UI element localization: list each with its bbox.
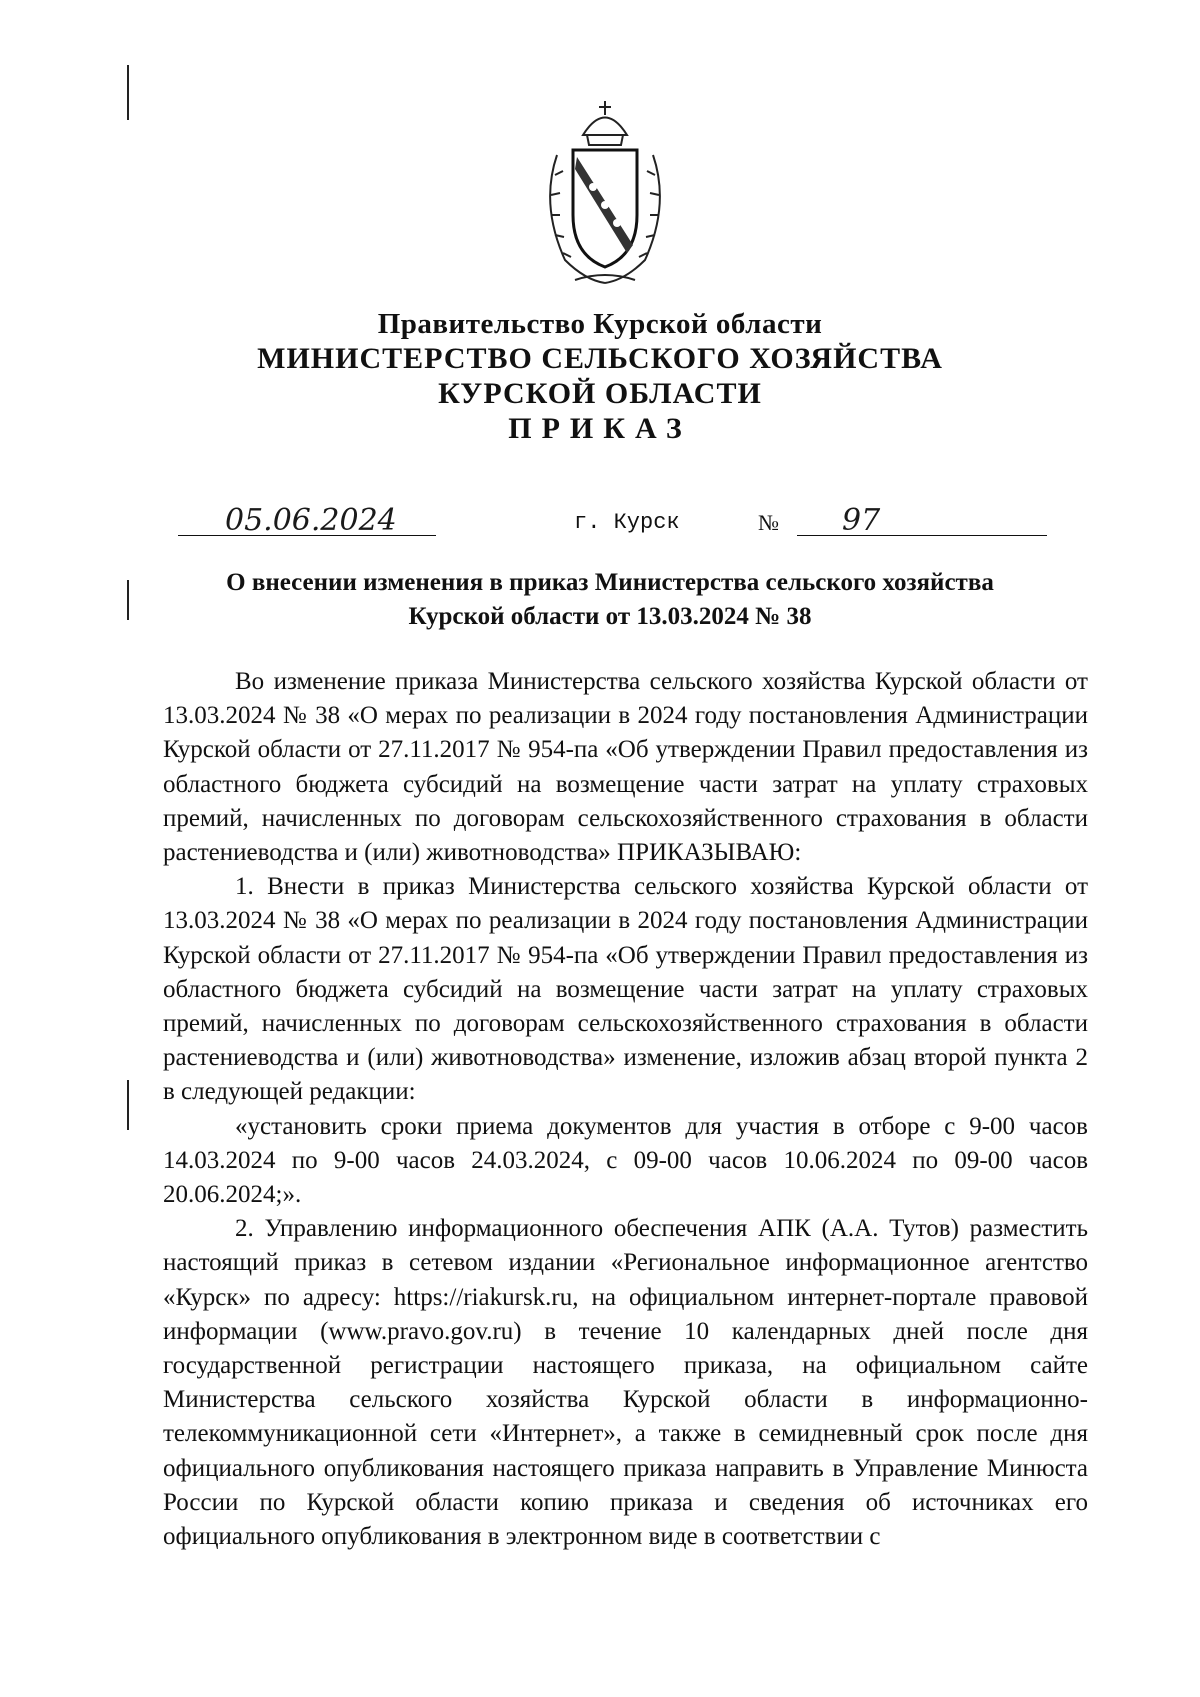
doc-type-heading: ПРИКАЗ <box>508 412 692 445</box>
order-meta-row <box>0 505 1200 545</box>
order-title-line: О внесении изменения в приказ Министерства сельского хозяйства <box>226 569 994 596</box>
scan-mark <box>127 580 129 620</box>
ministry-heading-line1: МИНИСТЕРСТВО СЕЛЬСКОГО ХОЗЯЙСТВА <box>257 342 943 375</box>
scan-mark <box>127 1080 129 1130</box>
handwritten-number: 97 <box>842 503 881 538</box>
paragraph: 1. Внести в приказ Министерства сельского хозяйства Курской области от 13.03.2024 № 38 «О мерах по реализации в 2024 году постановления Администрации Курской области от 27.11.2017 № 954-па «Об утверждении Правил предоставления из областного бюджета субсидий на возмещение части затрат на уплату страховых премий, начисленных по договорам сельскохозяйственного страхования в области растениеводства и (или) животноводства» изменение, изложив абзац второй пункта 2 в следующей редакции: <box>163 873 1088 1106</box>
handwritten-date: 05.06.2024 <box>225 503 397 538</box>
government-heading: Правительство Курской области <box>377 308 823 340</box>
coat-of-arms-icon <box>535 95 675 290</box>
number-label: № <box>758 510 779 535</box>
paragraph: 2. Управлению информационного обеспечения АПК (А.А. Тутов) разместить настоящий приказ в сетевом издании «Региональное информационное агентство «Курск» по адресу: https://riakursk.ru, на официальном интернет-портале правовой информации (www.pravo.gov.ru) в течение 10 календарных дней после дня государственной регистрации настоящего приказа, на официальном сайте Министерства сельского хозяйства Курской области в информационно-телекоммуникационной сети «Интернет», а также в семидневный срок после дня официального опубликования настоящего приказа направить в Управление Минюста России по Курской области копию приказа и сведения об источниках его официального опубликования в электронном виде в соответствии с <box>163 1215 1088 1551</box>
paragraph: Во изменение приказа Министерства сельского хозяйства Курской области от 13.03.2024 № 38 «О мерах по реализации в 2024 году постановления Администрации Курской области от 27.11.2017 № 954-па «Об утверждении Правил предоставления из областного бюджета субсидий на возмещение части затрат на уплату страховых премий, начисленных по договорам сельскохозяйственного страхования в области растениеводства и (или) животноводства» ПРИКАЗЫВАЮ: <box>163 668 1088 867</box>
order-body <box>163 665 1088 1554</box>
paragraph: «установить сроки приема документов для участия в отборе с 9-00 часов 14.03.2024 по 9-00 часов 24.03.2024, с 09-00 часов 10.06.2024 по 09-00 часов 20.06.2024;». <box>163 1112 1088 1209</box>
scan-mark <box>127 65 129 120</box>
ministry-heading-line2: КУРСКОЙ ОБЛАСТИ <box>438 377 762 410</box>
city-label: г. Курск <box>574 510 680 535</box>
number-underline <box>797 535 1047 536</box>
order-title-line: Курской области от 13.03.2024 № 38 <box>408 603 812 630</box>
order-title <box>160 566 1060 634</box>
